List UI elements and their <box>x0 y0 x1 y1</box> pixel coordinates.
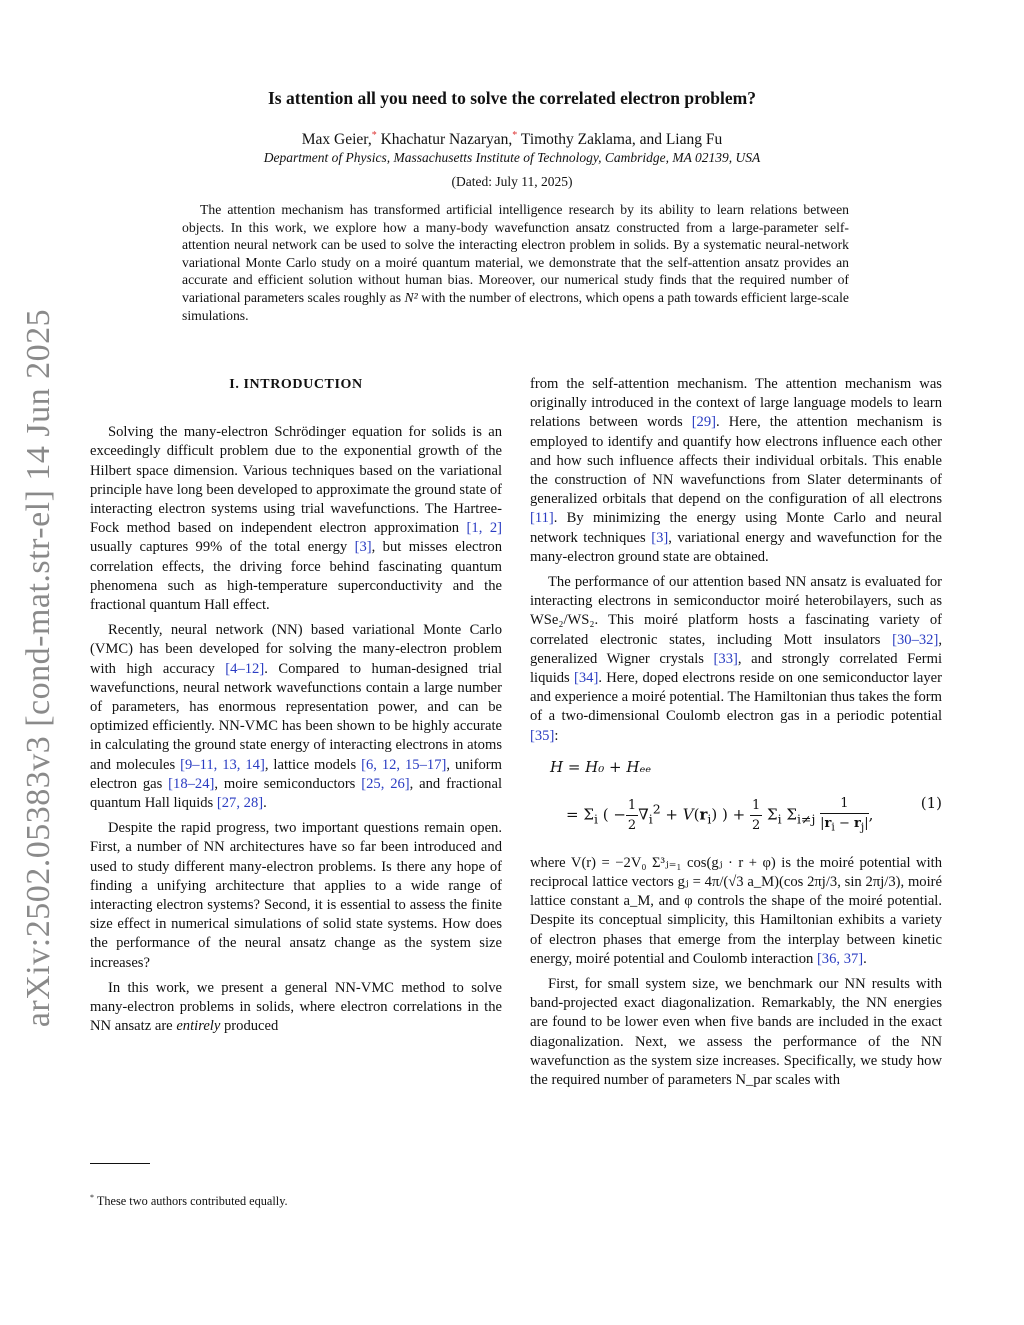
citation-link[interactable]: [25, 26] <box>361 775 410 792</box>
hamiltonian-equation <box>530 754 942 844</box>
paragraph: Solving the many-electron Schrödinger equation for solids is an exceedingly difficult problem due to the exponential growth of the Hilbert space dimension. Various techniques based on the variational principle have long been developed to approximate the ground state of interacting electron systems using trial wavefunctions. The Hartree-Fock method based on independent electron approximation [1, 2] usually captures 99% of the total energy [3], but misses electron correlation effects, the driving force behind fascinating quantum phenomena such as high-temperature superconductivity and the fractional quantum Hall effect. <box>90 424 502 614</box>
affiliation: Department of Physics, Massachusetts Institute of Technology, Cambridge, MA 02139, USA <box>263 150 761 165</box>
citation-link[interactable]: [4–12] <box>225 660 265 677</box>
citation-link[interactable]: [1, 2] <box>466 520 502 537</box>
paragraph: Recently, neural network (NN) based variational Monte Carlo (VMC) has been developed for solving the many-electron problem with high accuracy [4–12]. Compared to human-designed trial wavefunctions, neural network wavefunctions contain a large number of parameters, has enormous representation power, and can be optimized efficiently. NN-VMC has been shown to be highly accurate in calculating the ground state energy of interacting electrons in atoms and molecules [9–11, 13, 14], lattice models [6, 12, 15–17], uniform electron gas [18–24], moire semiconductors [25, 26], and fractional quantum Hall liquids [27, 28]. <box>90 622 502 812</box>
date-line: (Dated: July 11, 2025) <box>451 174 573 189</box>
paragraph: where V(r) = −2V₀ Σ³ⱼ₌₁ cos(gⱼ · r + φ) is the moiré potential with reciprocal lattice vectors gⱼ = 4π/(√3 a_M)(cos 2πj/3, sin 2πj/3), moiré lattice constant a_M, and φ controls the shape of the moiré potential. Despite its conceptual simplicity, this Hamiltonian exhibits a variety of electron phases that emerge from the interplay between kinetic energy, moiré potential and Coulomb interaction [36, 37]. <box>530 854 942 967</box>
right-column <box>530 375 942 1096</box>
author-1: Max Geier, <box>301 131 372 149</box>
citation-link[interactable]: [27, 28] <box>216 795 264 812</box>
paragraph: The performance of our attention based NN ansatz is evaluated for interacting electrons in semiconductor moiré heterobilayers, such as WSe₂/WS₂. This moiré platform hosts a fascinating variety of correlated electronic states, including Mott insulators [30–32], generalized Wigner crystals [33], and strongly correlated Fermi liquids [34]. Here, doped electrons reside on one semiconductor layer and experience a moiré potential. The Hamiltonian thus takes the form of a two-dimensional Coulomb electron gas in a periodic potential [35]: <box>530 574 942 744</box>
n-squared: N² <box>404 289 418 305</box>
paragraph: First, for small system size, we benchmark our NN results with band-projected exact diagonalization. Remarkably, the NN energies are found to be lower even when five bands are included in the exact diagonalization. Next, we assess the performance of the NN wavefunction as the system size increases. Specifically, we study how the required number of parameters N_par scales with <box>530 976 942 1089</box>
citation-link[interactable]: [34] <box>574 670 599 687</box>
citation-link[interactable]: [33] <box>713 650 738 667</box>
left-column <box>90 375 502 1043</box>
citation-link[interactable]: [30–32] <box>892 631 939 648</box>
citation-link[interactable]: [6, 12, 15–17] <box>361 756 447 773</box>
arxiv-stamp: arXiv:2502.05383v3 [cond-mat.str-el] 14 Jun 2025 <box>20 308 57 1027</box>
paragraph: Despite the rapid progress, two important questions remain open. First, a number of NN architectures have so far been introduced and used to study different many-electron problems. Is there any hope of finding a unifying architecture that applies to a wide range of interacting electron systems? Second, it is essential to assess the finite size effect in numerical simulations of solid state systems. How does the performance of the neural ansatz change as the system size increases? <box>90 820 502 971</box>
citation-link[interactable]: [29] <box>691 414 717 431</box>
abstract: The attention mechanism has transformed artificial intelligence research by its ability to learn relations between objects. In this work, we explore how a many-body wavefunction ansatz constructed from a large-parameter self-attention neural network can be used to solve the interacting electron problem in solids. By a systematic neural-network variational Monte Carlo study on a moiré quantum material, we demonstrate that the self-attention ansatz provides an accurate and efficient solution without human bias. Moreover, our numerical study finds that the required number of variational parameters scales roughly as N² with the number of electrons, which opens a path towards efficient large-scale simulations. <box>182 202 849 323</box>
citation-link[interactable]: [36, 37] <box>816 950 864 967</box>
section-heading: I. INTRODUCTION <box>229 377 363 392</box>
author-2: Khachatur Nazaryan, <box>380 131 513 149</box>
author-3: Timothy Zaklama, and Liang Fu <box>520 131 723 149</box>
footnote-mark: * <box>90 1193 94 1202</box>
footnote-rule <box>90 1163 150 1164</box>
citation-link[interactable]: [35] <box>530 727 555 744</box>
equal-contrib-mark[interactable]: * <box>371 130 377 141</box>
citation-link[interactable]: [9–11, 13, 14] <box>180 756 265 773</box>
author-list <box>0 130 1024 149</box>
citation-link[interactable]: [3] <box>354 539 372 556</box>
paragraph: In this work, we present a general NN-VMC method to solve many-electron problems in solids, where electron correlations in the NN ansatz are entirely produced <box>90 979 502 1035</box>
paper-title: Is attention all you need to solve the correlated electron problem? <box>268 88 756 108</box>
equation-line-1: H = H₀ + Hₑₑ <box>550 757 652 776</box>
citation-link[interactable]: [3] <box>651 529 669 546</box>
equal-contrib-mark[interactable]: * <box>512 130 518 141</box>
citation-link[interactable]: [11] <box>530 510 554 527</box>
paragraph: from the self-attention mechanism. The attention mechanism was originally introduced in the context of large language models to learn relations between words [29]. Here, the attention mechanism is employed to identify and quantify how electrons influence each other and how such influence affects their individual orbitals. This enable the construction of NN wavefunctions from Slater determinants of generalized orbitals that depend on the configuration of all electrons [11]. By minimizing the energy using Monte Carlo and neural network techniques [3], variational energy and wavefunction for the many-electron ground state are obtained. <box>530 376 942 565</box>
citation-link[interactable]: [18–24] <box>168 775 215 792</box>
footnote: * These two authors contributed equally. <box>90 1193 288 1209</box>
equation-number[interactable]: (1) <box>920 793 942 812</box>
equation-line-2: = $\Sigma_i$ ( − $\frac{1}{2}$ $\nabla_i^2 + V(r_i)$ ) + $\frac{1}{2}$ $\Sigma_i$ $\Sigma_{i\ne j}$ $\frac{1}{|r_i - r_j|}$ , <box>566 795 874 834</box>
